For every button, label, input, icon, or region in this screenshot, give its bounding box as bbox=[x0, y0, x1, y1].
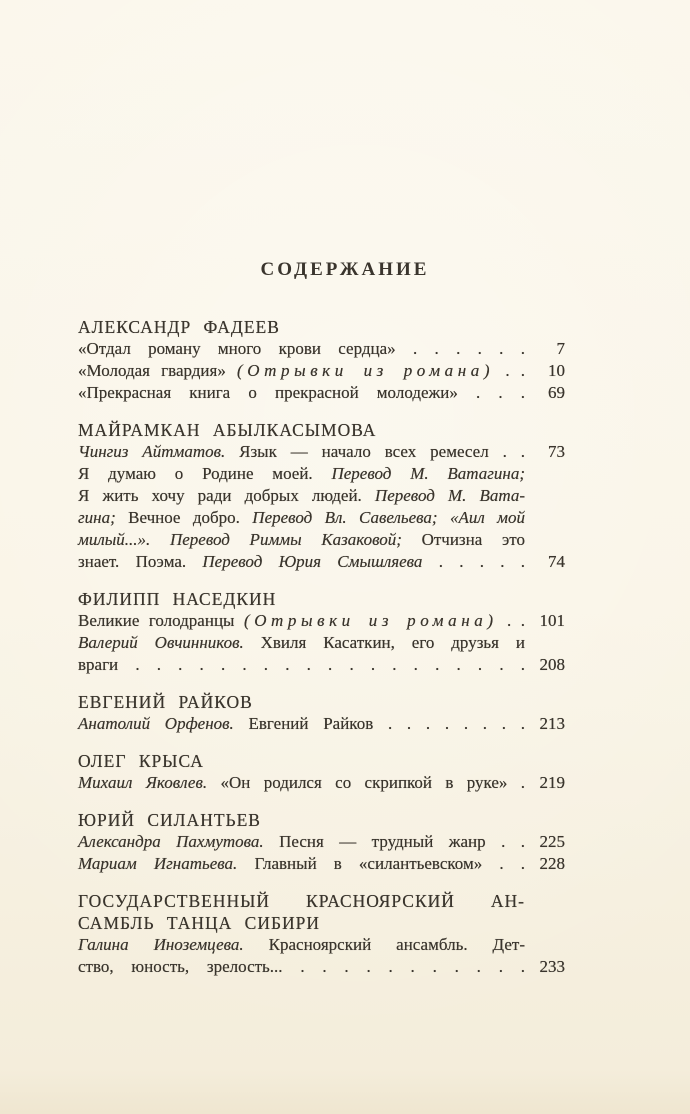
spaced-italic-text: (Отрывки из романа) bbox=[237, 361, 495, 380]
page-number: 101 bbox=[539, 611, 565, 630]
entry-text bbox=[78, 463, 525, 485]
entry-text bbox=[78, 853, 525, 875]
toc-entry-line bbox=[78, 441, 565, 463]
section-heading-row bbox=[78, 809, 565, 831]
section-heading-row bbox=[78, 419, 565, 441]
entry-text bbox=[78, 441, 525, 463]
leader-dots: . . . . . . . . . . . . . . . . . . . bbox=[118, 655, 525, 674]
toc-entry-line bbox=[78, 507, 565, 529]
leader-dots: . . bbox=[494, 361, 526, 380]
plain-text: Язык — начало всех ремесел bbox=[225, 442, 489, 461]
entry-text bbox=[78, 551, 525, 573]
entry-text bbox=[78, 831, 525, 853]
toc-entry-line bbox=[78, 956, 565, 978]
toc-entry-line bbox=[78, 632, 565, 654]
toc-section bbox=[78, 750, 565, 794]
page-number: 69 bbox=[548, 383, 565, 402]
toc-entry-line bbox=[78, 551, 565, 573]
toc-section bbox=[78, 588, 565, 676]
plain-text: Главный в «силантьевском» bbox=[237, 854, 483, 873]
italic-text: Михаил Яковлев. bbox=[78, 773, 208, 792]
entry-text bbox=[78, 632, 525, 654]
plain-text: «Он родился со скрипкой в руке» bbox=[207, 773, 508, 792]
entry-text bbox=[78, 934, 525, 956]
toc-entry-line bbox=[78, 610, 565, 632]
plain-text: Евгений Райков bbox=[233, 714, 374, 733]
toc-entry-line bbox=[78, 463, 565, 485]
leader-dots: . . . bbox=[457, 383, 525, 402]
leader-dots: . . . . . . . . bbox=[373, 714, 525, 733]
leader-dots: . . bbox=[488, 442, 526, 461]
page-number: 74 bbox=[548, 552, 565, 571]
leader-dots: . . . . . bbox=[422, 552, 525, 571]
toc-section bbox=[78, 419, 565, 573]
plain-text: Вечное добро. bbox=[115, 508, 253, 527]
toc-entry-line bbox=[78, 360, 565, 382]
section-heading-row bbox=[78, 890, 565, 912]
toc-title: СОДЕРЖАНИЕ bbox=[260, 259, 430, 280]
italic-text: гина; bbox=[78, 508, 116, 527]
entry-text bbox=[78, 360, 525, 382]
plain-text: Я думаю о Родине моей. bbox=[78, 464, 332, 483]
plain-text: Отчизна это bbox=[401, 530, 525, 549]
page-number: 208 bbox=[539, 655, 565, 674]
toc-entry-line bbox=[78, 654, 565, 676]
plain-text: ство, юность, зрелость... bbox=[78, 957, 283, 976]
page-number: 219 bbox=[539, 773, 565, 792]
section-heading-row bbox=[78, 316, 565, 338]
toc-entry-line bbox=[78, 853, 565, 875]
toc-entry-line bbox=[78, 485, 565, 507]
plain-text: «Прекрасная книга о прекрасной молодежи» bbox=[78, 383, 458, 402]
section-heading-text: ОЛЕГ КРЫСА bbox=[78, 751, 204, 771]
leader-dots: . . . . . . . . . . . bbox=[282, 957, 525, 976]
plain-text: Я жить хочу ради добрых людей. bbox=[78, 486, 375, 505]
entry-text bbox=[78, 654, 525, 676]
section-heading-row bbox=[78, 750, 565, 772]
entry-text bbox=[78, 338, 525, 360]
entry-text bbox=[78, 610, 525, 632]
toc-entry-line bbox=[78, 831, 565, 853]
plain-text: Великие голодранцы bbox=[78, 611, 244, 630]
section-heading-text: ФИЛИПП НАСЕДКИН bbox=[78, 589, 277, 609]
italic-text: Анатолий Орфенов. bbox=[78, 714, 234, 733]
page-number: 10 bbox=[548, 361, 565, 380]
plain-text: враги bbox=[78, 655, 119, 674]
section-heading-row bbox=[78, 912, 565, 934]
entry-text bbox=[78, 956, 525, 978]
plain-text: Хвиля Касаткин, его друзья и bbox=[243, 633, 525, 652]
italic-text: Валерий Овчинников. bbox=[78, 633, 244, 652]
toc-section bbox=[78, 809, 565, 875]
plain-text: «Отдал роману много крови сердца» bbox=[78, 339, 396, 358]
plain-text: Песня — трудный жанр bbox=[263, 832, 486, 851]
italic-text: Александра Пахмутова. bbox=[78, 832, 264, 851]
page-number: 7 bbox=[556, 339, 565, 358]
section-heading-text: САМБЛЬ ТАНЦА СИБИРИ bbox=[78, 913, 321, 933]
plain-text: Красноярский ансамбль. Дет- bbox=[243, 935, 525, 954]
page-number: 228 bbox=[539, 854, 565, 873]
entry-text bbox=[78, 713, 525, 735]
toc-section bbox=[78, 316, 565, 404]
leader-dots: . . bbox=[485, 832, 525, 851]
toc-section bbox=[78, 890, 565, 978]
italic-text: Перевод М. Вата- bbox=[374, 486, 525, 505]
toc-entry-line bbox=[78, 772, 565, 794]
section-heading-row bbox=[78, 588, 565, 610]
italic-text: Перевод Вл. Савельева; «Аил мой bbox=[252, 508, 525, 527]
toc-entry-line bbox=[78, 934, 565, 956]
toc-entry-line bbox=[78, 529, 565, 551]
italic-text: Перевод Риммы Казаковой; bbox=[169, 530, 402, 549]
italic-text: Мариам Игнатьева. bbox=[78, 854, 238, 873]
leader-dots: . . bbox=[497, 611, 526, 630]
leader-dots: . bbox=[507, 773, 526, 792]
toc bbox=[78, 316, 565, 993]
italic-text: Перевод М. Ватагина; bbox=[331, 464, 526, 483]
entry-text bbox=[78, 529, 525, 551]
entry-text bbox=[78, 772, 525, 794]
section-heading-text: АЛЕКСАНДР ФАДЕЕВ bbox=[78, 317, 280, 337]
toc-section bbox=[78, 691, 565, 735]
toc-entry-line bbox=[78, 713, 565, 735]
leader-dots: . . bbox=[482, 854, 525, 873]
section-heading-text: ЕВГЕНИЙ РАЙКОВ bbox=[78, 692, 253, 712]
leader-dots: . . . . . . bbox=[395, 339, 525, 358]
section-heading-row bbox=[78, 691, 565, 713]
section-heading-text: ЮРИЙ СИЛАНТЬЕВ bbox=[78, 810, 261, 830]
italic-text: Галина Иноземцева. bbox=[78, 935, 244, 954]
italic-text: Чингиз Айтматов. bbox=[78, 442, 226, 461]
plain-text: «Молодая гвардия» bbox=[78, 361, 238, 380]
toc-entry-line bbox=[78, 338, 565, 360]
page-number: 213 bbox=[539, 714, 565, 733]
italic-text: Перевод Юрия Смышляева bbox=[202, 552, 423, 571]
toc-entry-line bbox=[78, 382, 565, 404]
entry-text bbox=[78, 507, 525, 529]
spaced-italic-text: (Отрывки из романа) bbox=[243, 611, 498, 630]
section-heading-text: МАЙРАМКАН АБЫЛКАСЫМОВА bbox=[78, 420, 377, 440]
entry-text bbox=[78, 485, 525, 507]
plain-text: знает. Поэма. bbox=[78, 552, 203, 571]
page-number: 73 bbox=[548, 442, 565, 461]
page-number: 225 bbox=[539, 832, 565, 851]
section-heading-text: ГОСУДАРСТВЕННЫЙ КРАСНОЯРСКИЙ АН- bbox=[78, 891, 525, 911]
page-number: 233 bbox=[539, 957, 565, 976]
italic-text: милый...». bbox=[78, 530, 170, 549]
entry-text bbox=[78, 382, 525, 404]
